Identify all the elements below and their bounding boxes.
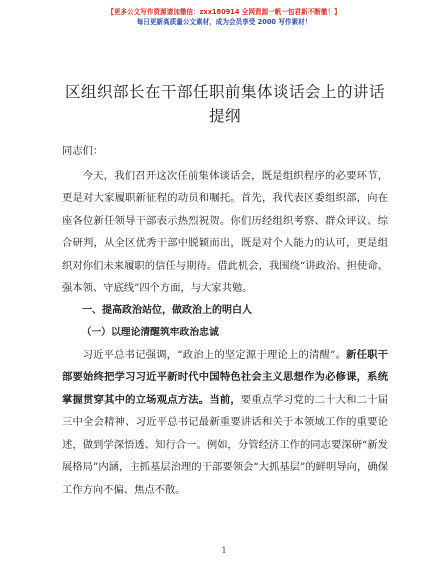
section-1-sub-1-heading: （一）以理论清醒筑牢政治忠诚	[81, 326, 219, 338]
intro-paragraph: 今天，我们召开这次任前集体谈话会，既是组织程序的必要环节，更是对大家履职新征程的动员和嘱托。首先，我代表区委组织部，向在座各位新任领导干部表示热烈祝贺。你们历经组织考察、群众评议、综合研判，从全区优秀干部中脱颖而出，既是对个人能力的认可，更是组织对你们未来履职的信任与期待。借此机会，我围绕“讲政治、担使命、强本领、守底线”四个方面，与大家共勉。	[62, 169, 388, 294]
body-text: 要重点学习党的二十大和二十届三中全会精神、习近平总书记最新重要讲话和关于本领域工作的重要论述，做到学深悟透、知行合一。例如，分管经济工作的同志要深研“新发展格局”内涵，主抓基层治理的干部要领会“大抓基层”的鲜明导向，确保工作方向不偏、焦点不散。	[62, 393, 389, 496]
document-body	[62, 80, 388, 501]
salutation: 同志们：	[62, 145, 104, 157]
document-title-line-2: 提纲	[208, 107, 241, 125]
promo-banner-line-1: 【更多公文写作资源请加微信：zxx180914 全网资源一帆一包君新不断撤！】	[107, 8, 341, 16]
promo-banner-line-2: 每日更新高质量公文素材，成为会员享受 2000 写作素材！	[136, 18, 312, 26]
document-title-line-1: 区组织部长在干部任职前集体谈话会上的讲话	[64, 83, 385, 101]
page-number: 1	[221, 546, 227, 555]
promo-banner	[0, 7, 448, 27]
section-1-heading: 一、提高政治站位，做政治上的明白人	[82, 304, 252, 316]
quote-text: 习近平总书记强调，“政治上的坚定源于理论上的清醒”。	[82, 348, 347, 361]
document-title	[62, 80, 388, 128]
section-1-sub-1-paragraph	[62, 344, 388, 502]
bold-emphasis-text: 新任职干部要始终把学习习近平新时代中国特色社会主义思想作为必修课，系统掌握贯穿其中的立场观点方法。	[62, 348, 389, 406]
bold-emphasis-end: 当前，	[209, 393, 241, 406]
